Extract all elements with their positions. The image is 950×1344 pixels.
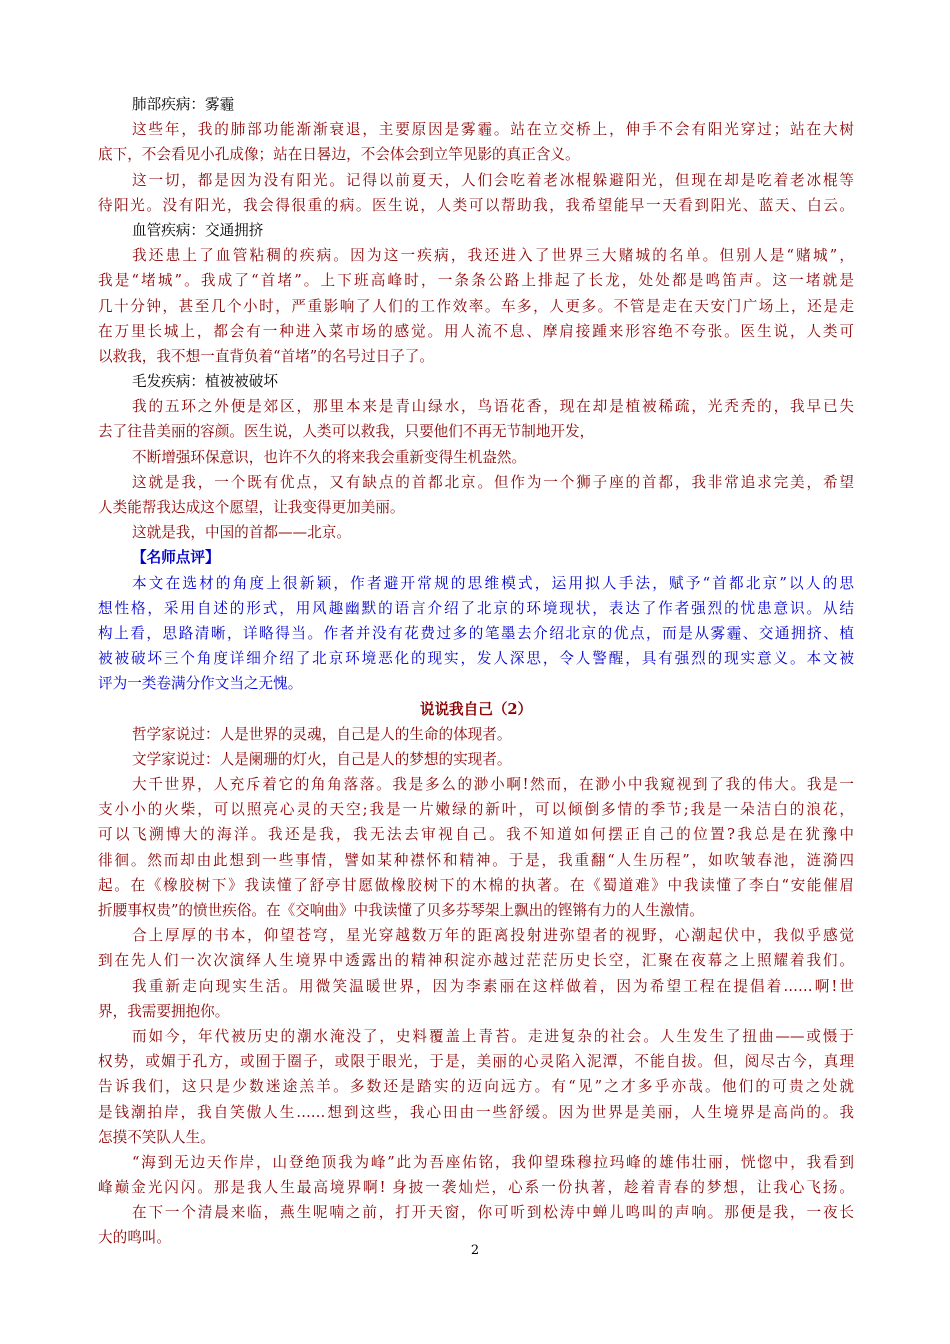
essay-line: 怎摸不笑队人生。 — [98, 1128, 215, 1146]
essay-line: 徘徊。然而却由此想到一些事情，譬如某种襟怀和精神。于是，我重翻“人生历程”，如吹皱春池，涟漪四 — [98, 851, 854, 869]
essay-line: 折腰事权贵”的愤世疾俗。在《交响曲》中我读懂了贝多芬琴架上飘出的铿锵有力的人生激情。 — [98, 902, 704, 919]
paragraph-line: 几十分钟，甚至几个小时，严重影响了人们的工作效率。车多，人更多。不管是走在天安门广场上，还是走 — [98, 297, 854, 315]
essay-title: 说说我自己（2） — [419, 700, 533, 718]
essay-line: 哲学家说过：人是世界的灵魂，自己是人的生命的体现者。 — [132, 725, 512, 743]
section-heading-vessel: 血管疾病：交通拥挤 — [132, 221, 264, 239]
paragraph-line: 这就是我，中国的首都——北京。 — [132, 524, 351, 542]
paragraph-line: 底下，不会看见小孔成像；站在日晷边，不会体会到立竿见影的真正含义。 — [98, 146, 580, 164]
section-heading-lung: 肺部疾病：雾霾 — [132, 96, 235, 113]
paragraph-line: 这些年，我的肺部功能渐渐衰退，主要原因是雾霾。站在立交桥上，伸手不会有阳光穿过；站在大树 — [132, 121, 854, 139]
essay-line: 在下一个清晨来临，燕生呢喃之前，打开天窗，你可听到松涛中蝉儿鸣叫的声响。那便是我，一夜长 — [132, 1204, 854, 1222]
essay-line: 而如今，年代被历史的潮水淹没了，史料覆盖上青苔。走进复杂的社会。人生发生了扭曲——或慑于 — [132, 1027, 854, 1045]
paragraph-line: 我的五环之外便是郊区，那里本来是青山绿水，鸟语花香，现在却是植被稀疏，光秃秃的，我早已失 — [132, 398, 854, 416]
paragraph-line: 人类能帮我达成这个愿望，让我变得更加美丽。 — [98, 499, 405, 516]
paragraph-line: 去了往昔美丽的容颜。医生说，人类可以救我，只要他们不再无节制地开发， — [98, 423, 595, 441]
essay-line: 峰巅金光闪闪。那是我人生最高境界啊! 身披一袭灿烂，心系一份执著，趁着青春的梦想，让我心飞扬。 — [98, 1179, 854, 1197]
review-line: 本文在选材的角度上很新颖，作者避开常规的思维模式，运用拟人手法，赋予“首都北京”以人的思 — [132, 574, 854, 592]
essay-line: 可以飞溯博大的海洋。我还是我，我无法去审视自己。我不知道如何摆正自己的位置?我总是在犹豫中 — [98, 826, 854, 844]
paragraph-line: 这一切，都是因为没有阳光。记得以前夏天，人们会吃着老冰棍躲避阳光，但现在却是吃着老冰棍等 — [132, 171, 854, 189]
essay-line: 权势，或媚于孔方，或囿于圈子，或限于眼光，于是，美丽的心灵陷入泥潭，不能自拔。但，阅尽古今，真理 — [98, 1053, 854, 1071]
essay-line: 合上厚厚的书本，仰望苍穹，星光穿越数万年的距离投射进弥望者的视野，心潮起伏中，我似乎感觉 — [132, 927, 854, 945]
essay-line: 起。在《橡胶树下》我读懂了舒亭甘愿做橡胶树下的木棉的执著。在《蜀道难》中我读懂了李白“安能催眉 — [98, 876, 854, 894]
essay-line: 界，我需要拥抱你。 — [98, 1002, 230, 1020]
paragraph-line: 我是“堵城”。我成了“首堵”。上下班高峰时，一条条公路上排起了长龙，处处都是鸣笛声。这一堵就是 — [98, 272, 854, 290]
paragraph-line: 待阳光。没有阳光，我会得很重的病。医生说，人类可以帮助我，我希望能早一天看到阳光、蓝天、白云。 — [98, 196, 854, 214]
paragraph-line: 在万里长城上，都会有一种进入菜市场的感觉。用人流不息、摩肩接踵来形容绝不夸张。医生说，人类可 — [98, 322, 854, 340]
review-line: 被被破坏三个角度详细介绍了北京环境恶化的现实，发人深思，令人警醒，具有强烈的现实意义。本文被 — [98, 650, 854, 668]
essay-line: 支小小的火柴，可以照亮心灵的天空;我是一片嫩绿的新叶，可以倾倒多情的季节;我是一朵洁白的浪花， — [98, 801, 854, 819]
essay-line: 我重新走向现实生活。用微笑温暖世界，因为李素丽在这样做着，因为希望工程在提倡着……啊!世 — [132, 977, 854, 995]
page-number: 2 — [470, 1243, 480, 1258]
review-line: 评为一类卷满分作文当之无愧。 — [98, 675, 303, 693]
essay-line: 大的鸣叫。 — [98, 1229, 171, 1247]
review-line: 想性格，采用自述的形式，用风趣幽默的语言介绍了北京的环境现状，表达了作者强烈的忧患意识。从结 — [98, 599, 854, 617]
essay-line: 到在先人们一次次演绎人生境界中透露出的精神积淀亦越过茫茫历史长空，汇聚在夜幕之上照耀着我们。 — [98, 952, 854, 970]
paragraph-line: 以救我，我不想一直背负着“首堵”的名号过日子了。 — [98, 347, 434, 365]
essay-line: 大千世界，人充斥着它的角角落落。我是多么的渺小啊!然而，在渺小中我窥视到了我的伟大。我是一 — [132, 776, 854, 794]
paragraph-line: 不断增强环保意识，也许不久的将来我会重新变得生机盎然。 — [132, 448, 527, 466]
review-heading: 【名师点评】 — [132, 549, 220, 567]
paragraph-line: 这就是我，一个既有优点，又有缺点的首都北京。但作为一个狮子座的首都，我非常追求完美，希望 — [132, 473, 854, 491]
section-heading-hair: 毛发疾病：植被被破坏 — [132, 373, 278, 391]
document-page — [98, 92, 854, 1251]
paragraph-line: 我还患上了血管粘稠的疾病。因为这一疾病，我还进入了世界三大赌城的名单。但别人是“赌城”， — [132, 247, 854, 265]
essay-line: 是钱潮拍岸，我自笑傲人生……想到这些，我心田由一些舒缓。因为世界是美丽，人生境界是高尚的。我 — [98, 1103, 854, 1121]
review-line: 构上看，思路清晰，详略得当。作者并没有花费过多的笔墨去介绍北京的优点，而是从雾霾、交通拥挤、植 — [98, 624, 854, 642]
essay-line: 告诉我们，这只是少数迷途羔羊。多数还是踏实的迈向远方。有“见”之才多乎亦哉。他们的可贵之处就 — [98, 1078, 854, 1096]
essay-line: 文学家说过：人是阑珊的灯火，自己是人的梦想的实现者。 — [132, 750, 512, 768]
essay-line: “海到无边天作岸，山登绝顶我为峰”此为吾座佑铭，我仰望珠穆拉玛峰的雄伟壮丽，恍惚中，我看到 — [132, 1153, 854, 1171]
